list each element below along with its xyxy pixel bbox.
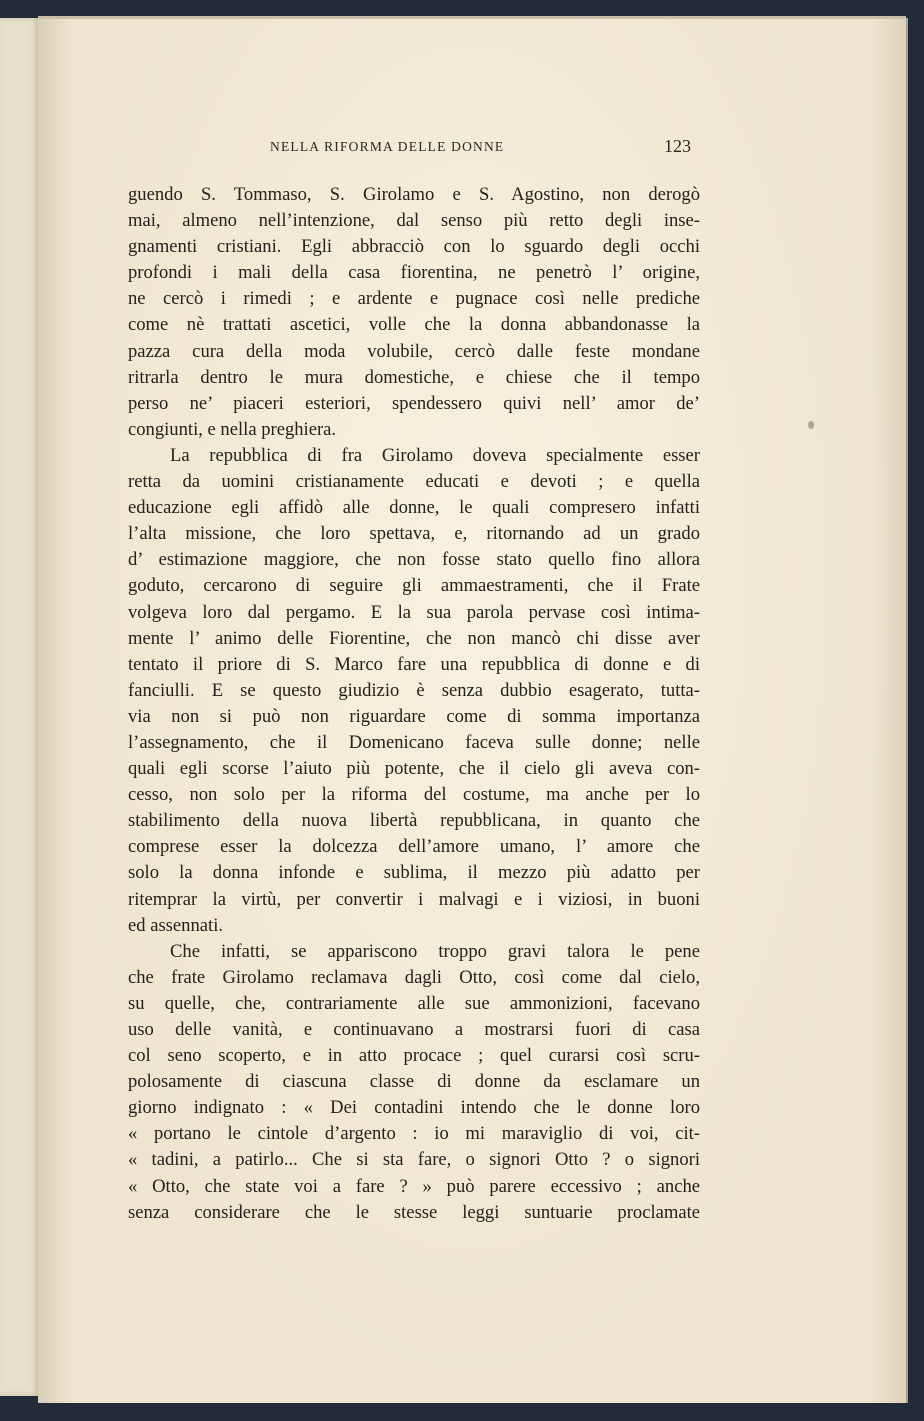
text-line: mai, almeno nell’intenzione, dal senso più retto degli inse- <box>128 210 700 232</box>
text-line: via non si può non riguardare come di somma importanza <box>128 705 700 727</box>
text-line: ne cercò i rimedi ; e ardente e pugnace così nelle prediche <box>128 288 700 310</box>
paragraph-start-line: La repubblica di fra Girolamo doveva specialmente esser <box>170 444 700 466</box>
facing-page-edge <box>0 18 42 1396</box>
text-line: quali egli scorse l’aiuto più potente, che il cielo gli aveva con- <box>128 758 700 780</box>
text-line: cesso, non solo per la riforma del costume, ma anche per lo <box>128 784 700 806</box>
text-line: ritemprar la virtù, per convertir i malvagi e i viziosi, in buoni <box>128 888 700 910</box>
text-line: tentato il priore di S. Marco fare una repubblica di donne e di <box>128 653 700 675</box>
text-line: d’ estimazione maggiore, che non fosse stato quello fino allora <box>128 549 700 571</box>
page-header <box>38 136 906 163</box>
text-line: senza considerare che le stesse leggi suntuarie proclamate <box>128 1201 700 1223</box>
paragraph-start-line: Che infatti, se appariscono troppo gravi talora le pene <box>170 940 700 962</box>
scan-background <box>0 1403 924 1421</box>
text-line: l’alta missione, che loro spettava, e, ritornando ad un grado <box>128 523 700 545</box>
text-line: come nè trattati ascetici, volle che la donna abbandonasse la <box>128 314 700 336</box>
text-line: « tadini, a patirlo... Che si sta fare, o signori Otto ? o signori <box>128 1149 700 1171</box>
text-line: stabilimento della nuova libertà repubblicana, in quanto che <box>128 810 700 832</box>
text-line: fanciulli. E se questo giudizio è senza dubbio esagerato, tutta- <box>128 679 700 701</box>
body-text <box>128 182 700 1226</box>
text-line: retta da uomini cristianamente educati e devoti ; e quella <box>128 471 700 493</box>
text-line: ritrarla dentro le mura domestiche, e chiese che il tempo <box>128 366 700 388</box>
text-line: che frate Girolamo reclamava dagli Otto, così come dal cielo, <box>128 966 700 988</box>
text-line: gnamenti cristiani. Egli abbracciò con lo sguardo degli occhi <box>128 236 700 258</box>
text-line: solo la donna infonde e sublima, il mezzo più adatto per <box>128 862 700 884</box>
text-line: volgeva loro dal pergamo. E la sua parola pervase così intima- <box>128 601 700 623</box>
ink-spot <box>808 421 814 429</box>
text-line: « portano le cintole d’argento : io mi maraviglio di voi, cit- <box>128 1123 700 1145</box>
text-line: comprese esser la dolcezza dell’amore umano, l’ amore che <box>128 836 700 858</box>
text-line: goduto, cercarono di seguire gli ammaestramenti, che il Frate <box>128 575 700 597</box>
text-line: guendo S. Tommaso, S. Girolamo e S. Agostino, non derogò <box>128 184 700 205</box>
text-line: su quelle, che, contrariamente alle sue ammonizioni, facevano <box>128 992 700 1014</box>
text-line: giorno indignato : « Dei contadini intendo che le donne loro <box>128 1097 700 1119</box>
text-line: educazione egli affidò alle donne, le quali compresero infatti <box>128 497 700 519</box>
text-line: l’assegnamento, che il Domenicano faceva sulle donne; nelle <box>128 731 700 753</box>
text-line: profondi i mali della casa fiorentina, ne penetrò l’ origine, <box>128 262 700 284</box>
text-line: uso delle vanità, e continuavano a mostrarsi fuori di casa <box>128 1019 700 1040</box>
running-title: NELLA RIFORMA DELLE DONNE <box>270 139 505 154</box>
book-page <box>38 16 906 1405</box>
paragraph-end-line: congiunti, e nella preghiera. <box>128 418 337 440</box>
text-line: polosamente di ciascuna classe di donne da esclamare un <box>128 1071 700 1093</box>
text-line: mente l’ animo delle Fiorentine, che non mancò chi disse aver <box>128 627 700 649</box>
text-line: pazza cura della moda volubile, cercò dalle feste mondane <box>128 340 700 362</box>
page-number: 123 <box>664 136 691 156</box>
paragraph-end-line: ed assennati. <box>128 914 224 936</box>
text-line: col seno scoperto, e in atto procace ; quel curarsi così scru- <box>128 1045 700 1067</box>
text-line: perso ne’ piaceri esteriori, spendessero quivi nell’ amor de’ <box>128 392 700 414</box>
text-line: « Otto, che state voi a fare ? » può parere eccessivo ; anche <box>128 1175 700 1197</box>
